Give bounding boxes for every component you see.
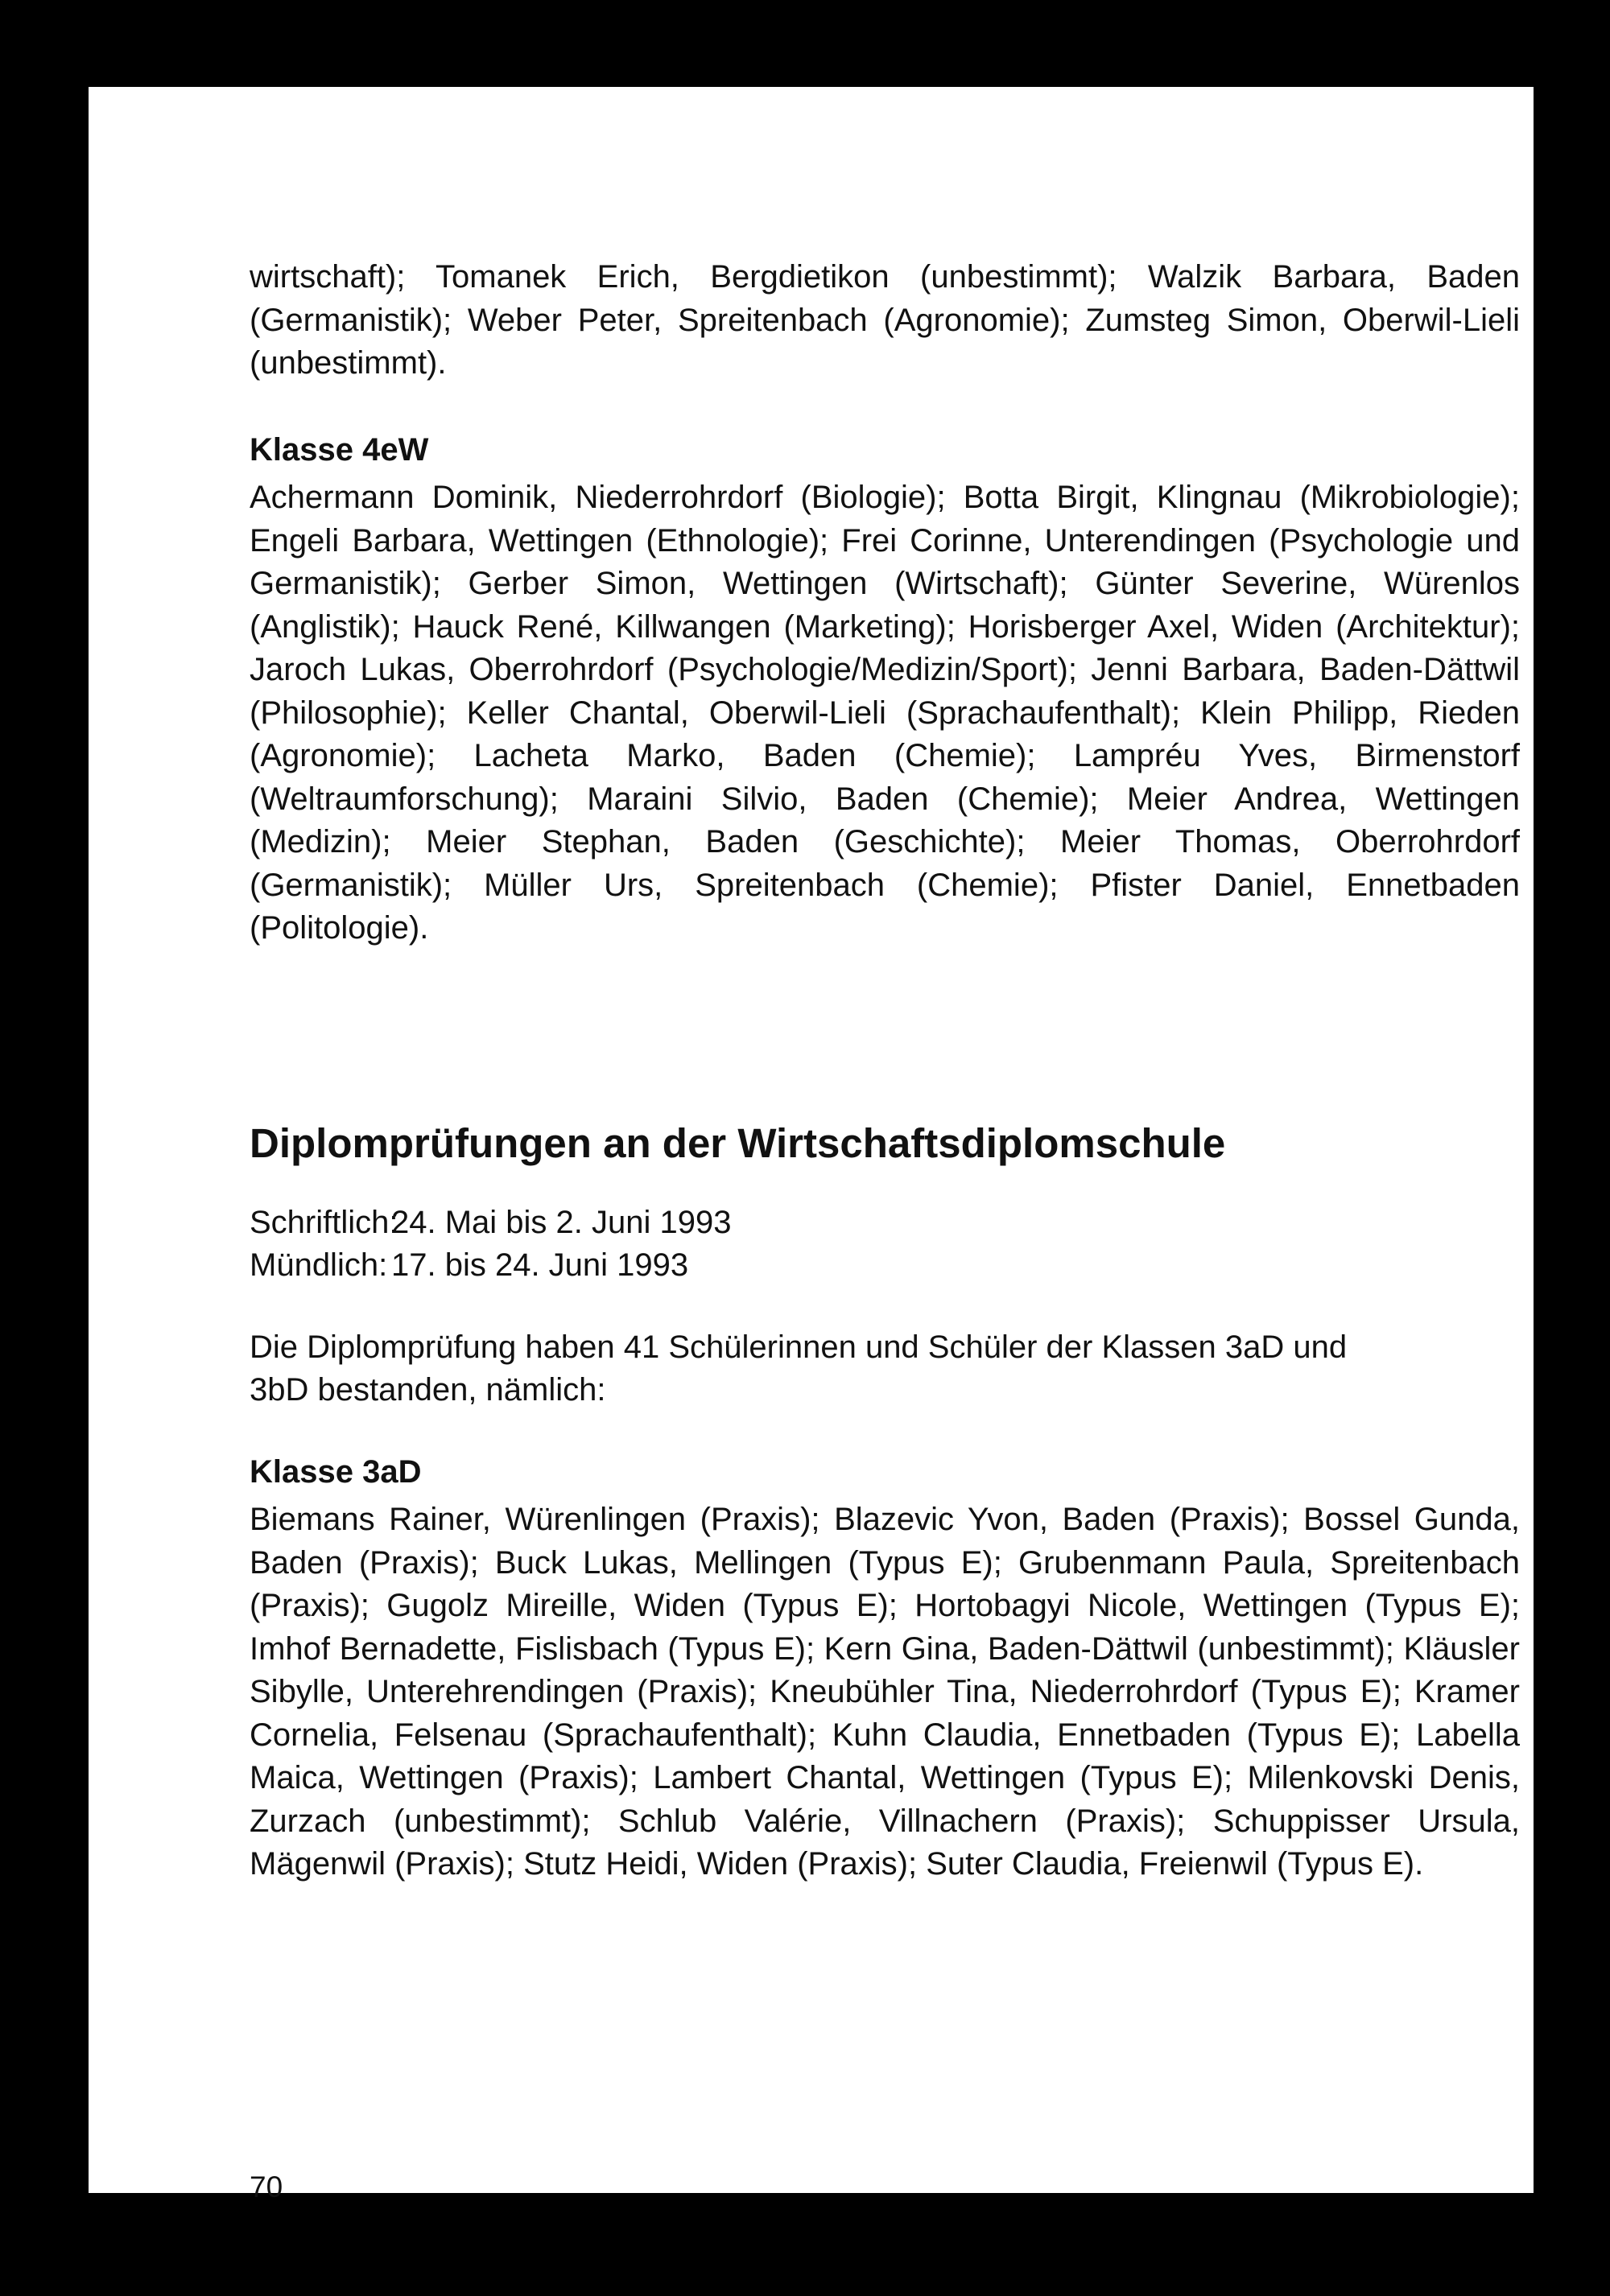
exam-date-written	[250, 1202, 1520, 1245]
class-3ad-heading: Klasse 3aD	[250, 1453, 422, 1490]
exam-dates	[250, 1202, 1520, 1288]
exam-summary-paragraph: Die Diplomprüfung haben 41 Schülerinnen und Schüler der Klassen 3aD und 3bD bestanden, nämlich:	[250, 1329, 1348, 1408]
intro-continuation-paragraph: wirtschaft); Tomanek Erich, Bergdietikon (unbestimmt); Walzik Barbara, Baden (Germanistik); Weber Peter, Spreitenbach (Agronomie); Zumsteg Simon, Oberwil-Lieli (unbestimmt).	[250, 259, 1520, 381]
exam-date-written-value: 24. Mai bis 2. Juni 1993	[391, 1204, 732, 1240]
section-title: Diplomprüfungen an der Wirtschaftsdiplomschule	[250, 1119, 1226, 1166]
exam-date-oral-value: 17. bis 24. Juni 1993	[391, 1247, 689, 1283]
class-3ad-list: Biemans Rainer, Würenlingen (Praxis); Blazevic Yvon, Baden (Praxis); Bossel Gunda, Baden (Praxis); Buck Lukas, Mellingen (Typus E); Grubenmann Paula, Spreitenbach (Praxis); Gugolz Mireille, Widen (Typus E); Hortobagyi Nicole, Wettingen (Typus E); Imhof Bernadette, Fislisbach (Typus E); Kern Gina, Baden-Dättwil (unbestimmt); Kläusler Sibylle, Unterehrendingen (Praxis); Kneubühler Tina, Niederrohrdorf (Typus E); Kramer Cornelia, Felsenau (Sprachaufenthalt); Kuhn Claudia, Ennetbaden (Typus E); Labella Maica, Wettingen (Praxis); Lambert Chantal, Wettingen (Typus E); Milenkovski Denis, Zurzach (unbestimmt); Schlub Valérie, Villnachern (Praxis); Schuppisser Ursula, Mägenwil (Praxis); Stutz Heidi, Widen (Praxis); Suter Claudia, Freienwil (Typus E).	[250, 1502, 1520, 1882]
class-4ew-heading: Klasse 4eW	[250, 431, 429, 468]
document-page	[89, 87, 1534, 2203]
exam-date-oral	[250, 1244, 1520, 1288]
class-4ew-list: Achermann Dominik, Niederrohrdorf (Biologie); Botta Birgit, Klingnau (Mikrobiologie); Engeli Barbara, Wettingen (Ethnologie); Frei Corinne, Unterendingen (Psychologie und Germanistik); Gerber Simon, Wettingen (Wirtschaft); Günter Severine, Würenlos (Anglistik); Hauck René, Killwangen (Marketing); Horisberger Axel, Widen (Architektur); Jaroch Lukas, Oberrohrdorf (Psychologie/Medizin/Sport); Jenni Barbara, Baden-Dättwil (Philosophie); Keller Chantal, Oberwil-Lieli (Sprachaufenthalt); Klein Philipp, Rieden (Agronomie); Lacheta Marko, Baden (Chemie); Lampréu Yves, Birmenstorf (Weltraumforschung); Maraini Silvio, Baden (Chemie); Meier Andrea, Wettingen (Medizin); Meier Stephan, Baden (Geschichte); Meier Thomas, Oberrohrdorf (Germanistik); Müller Urs, Spreitenbach (Chemie); Pfister Daniel, Ennetbaden (Politologie).	[250, 480, 1520, 946]
exam-date-oral-label: Mündlich:	[250, 1247, 388, 1283]
page-number: 70	[250, 2170, 283, 2203]
exam-date-written-label: Schriftlich:	[250, 1204, 398, 1240]
page-content	[250, 256, 1520, 1886]
